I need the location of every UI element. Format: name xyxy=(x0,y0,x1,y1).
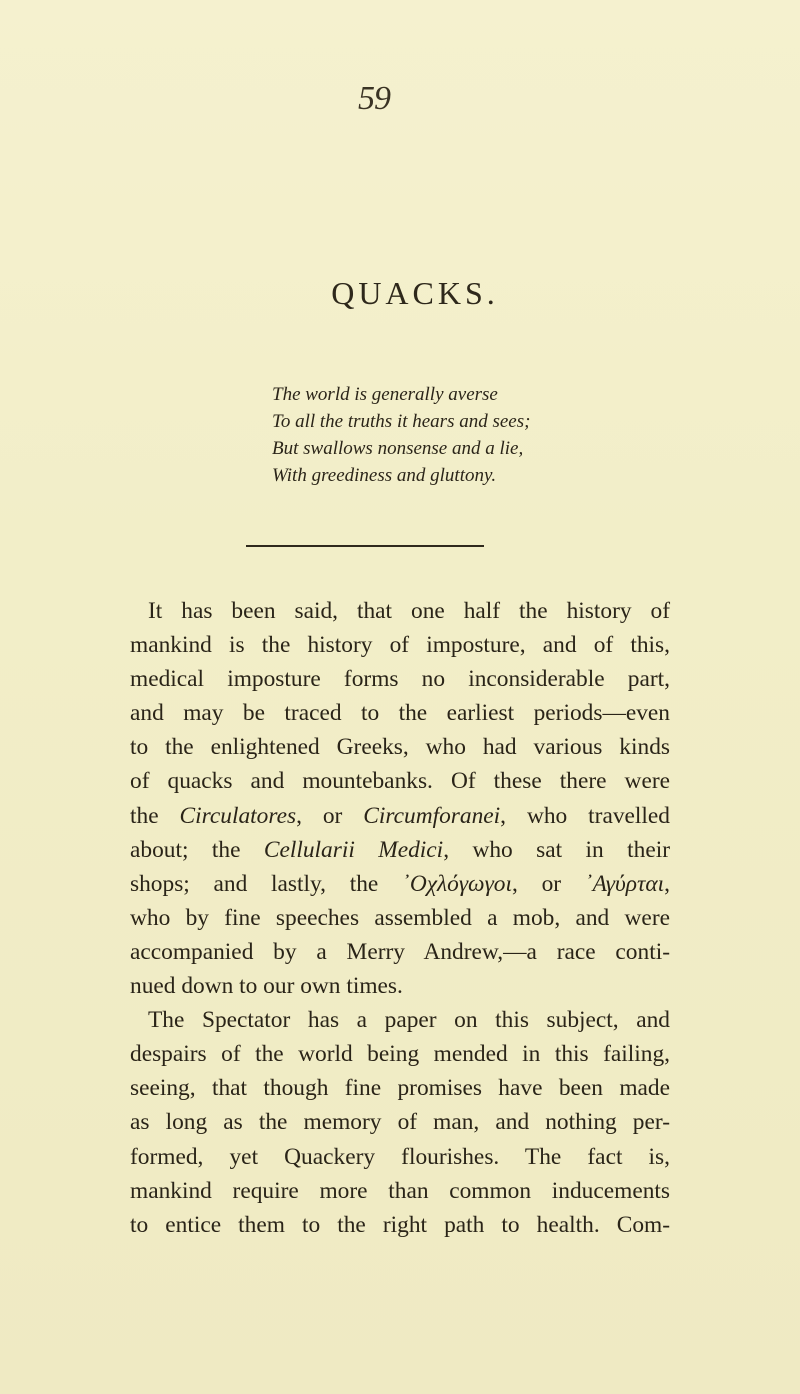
greek-term: ᾿Οχλόγωγοι xyxy=(402,870,512,897)
latin-term: Cellularii Medici xyxy=(263,836,444,863)
body-line: formed, yet Quackery flourishes. The fact is, xyxy=(130,1143,670,1170)
body-line xyxy=(130,799,670,833)
body-line: seeing, that though fine promises have been made xyxy=(130,1075,670,1102)
latin-term: Circulatores xyxy=(179,802,297,829)
greek-term: ᾿Αγύρται xyxy=(584,870,665,897)
body-line: medical imposture forms no inconsiderable part, xyxy=(130,666,670,693)
body-text xyxy=(130,594,670,1242)
epigraph xyxy=(272,381,712,489)
body-line: who by fine speeches assembled a mob, and were xyxy=(130,904,670,931)
body-line: It has been said, that one half the history of xyxy=(148,598,670,624)
body-line: mankind is the history of imposture, and of this, xyxy=(130,632,670,659)
body-line: as long as the memory of man, and nothing per- xyxy=(130,1109,670,1136)
body-line: of quacks and mountebanks. Of these there were xyxy=(130,768,670,795)
epigraph-line: With greediness and gluttony. xyxy=(272,465,497,486)
body-line: to entice them to the right path to health. Com- xyxy=(130,1211,670,1238)
body-line: accompanied by a Merry Andrew,—a race conti- xyxy=(130,938,670,965)
epigraph-line: To all the truths it hears and sees; xyxy=(272,411,531,432)
body-line xyxy=(130,867,670,901)
body-text-run: , who sat in their xyxy=(443,836,670,863)
chapter-title-text: QUACKS. xyxy=(331,275,499,311)
body-text-run: , or xyxy=(512,870,585,897)
body-line: mankind require more than common inducements xyxy=(130,1177,670,1204)
section-divider xyxy=(246,545,484,547)
body-text-run: , or xyxy=(296,802,364,829)
body-line: despairs of the world being mended in this failing, xyxy=(130,1041,670,1068)
body-text-run: shops; and lastly, the xyxy=(130,870,403,897)
latin-term: Circumforanei xyxy=(363,802,501,829)
body-line xyxy=(130,833,670,867)
chapter-title xyxy=(0,275,800,312)
body-line: nued down to our own times. xyxy=(130,973,403,1000)
body-text-run: , who travelled xyxy=(500,802,670,829)
body-line: to the enlightened Greeks, who had various kinds xyxy=(130,734,670,761)
body-text-run: the xyxy=(130,802,180,829)
body-text-run: about; the xyxy=(130,836,264,863)
body-text-run: , xyxy=(664,870,670,897)
body-line: The Spectator has a paper on this subject, and xyxy=(148,1007,670,1034)
body-line: and may be traced to the earliest periods—even xyxy=(130,700,670,727)
page-number: 59 xyxy=(358,80,390,117)
epigraph-line: The world is generally averse xyxy=(272,384,498,405)
epigraph-line: But swallows nonsense and a lie, xyxy=(272,438,524,459)
